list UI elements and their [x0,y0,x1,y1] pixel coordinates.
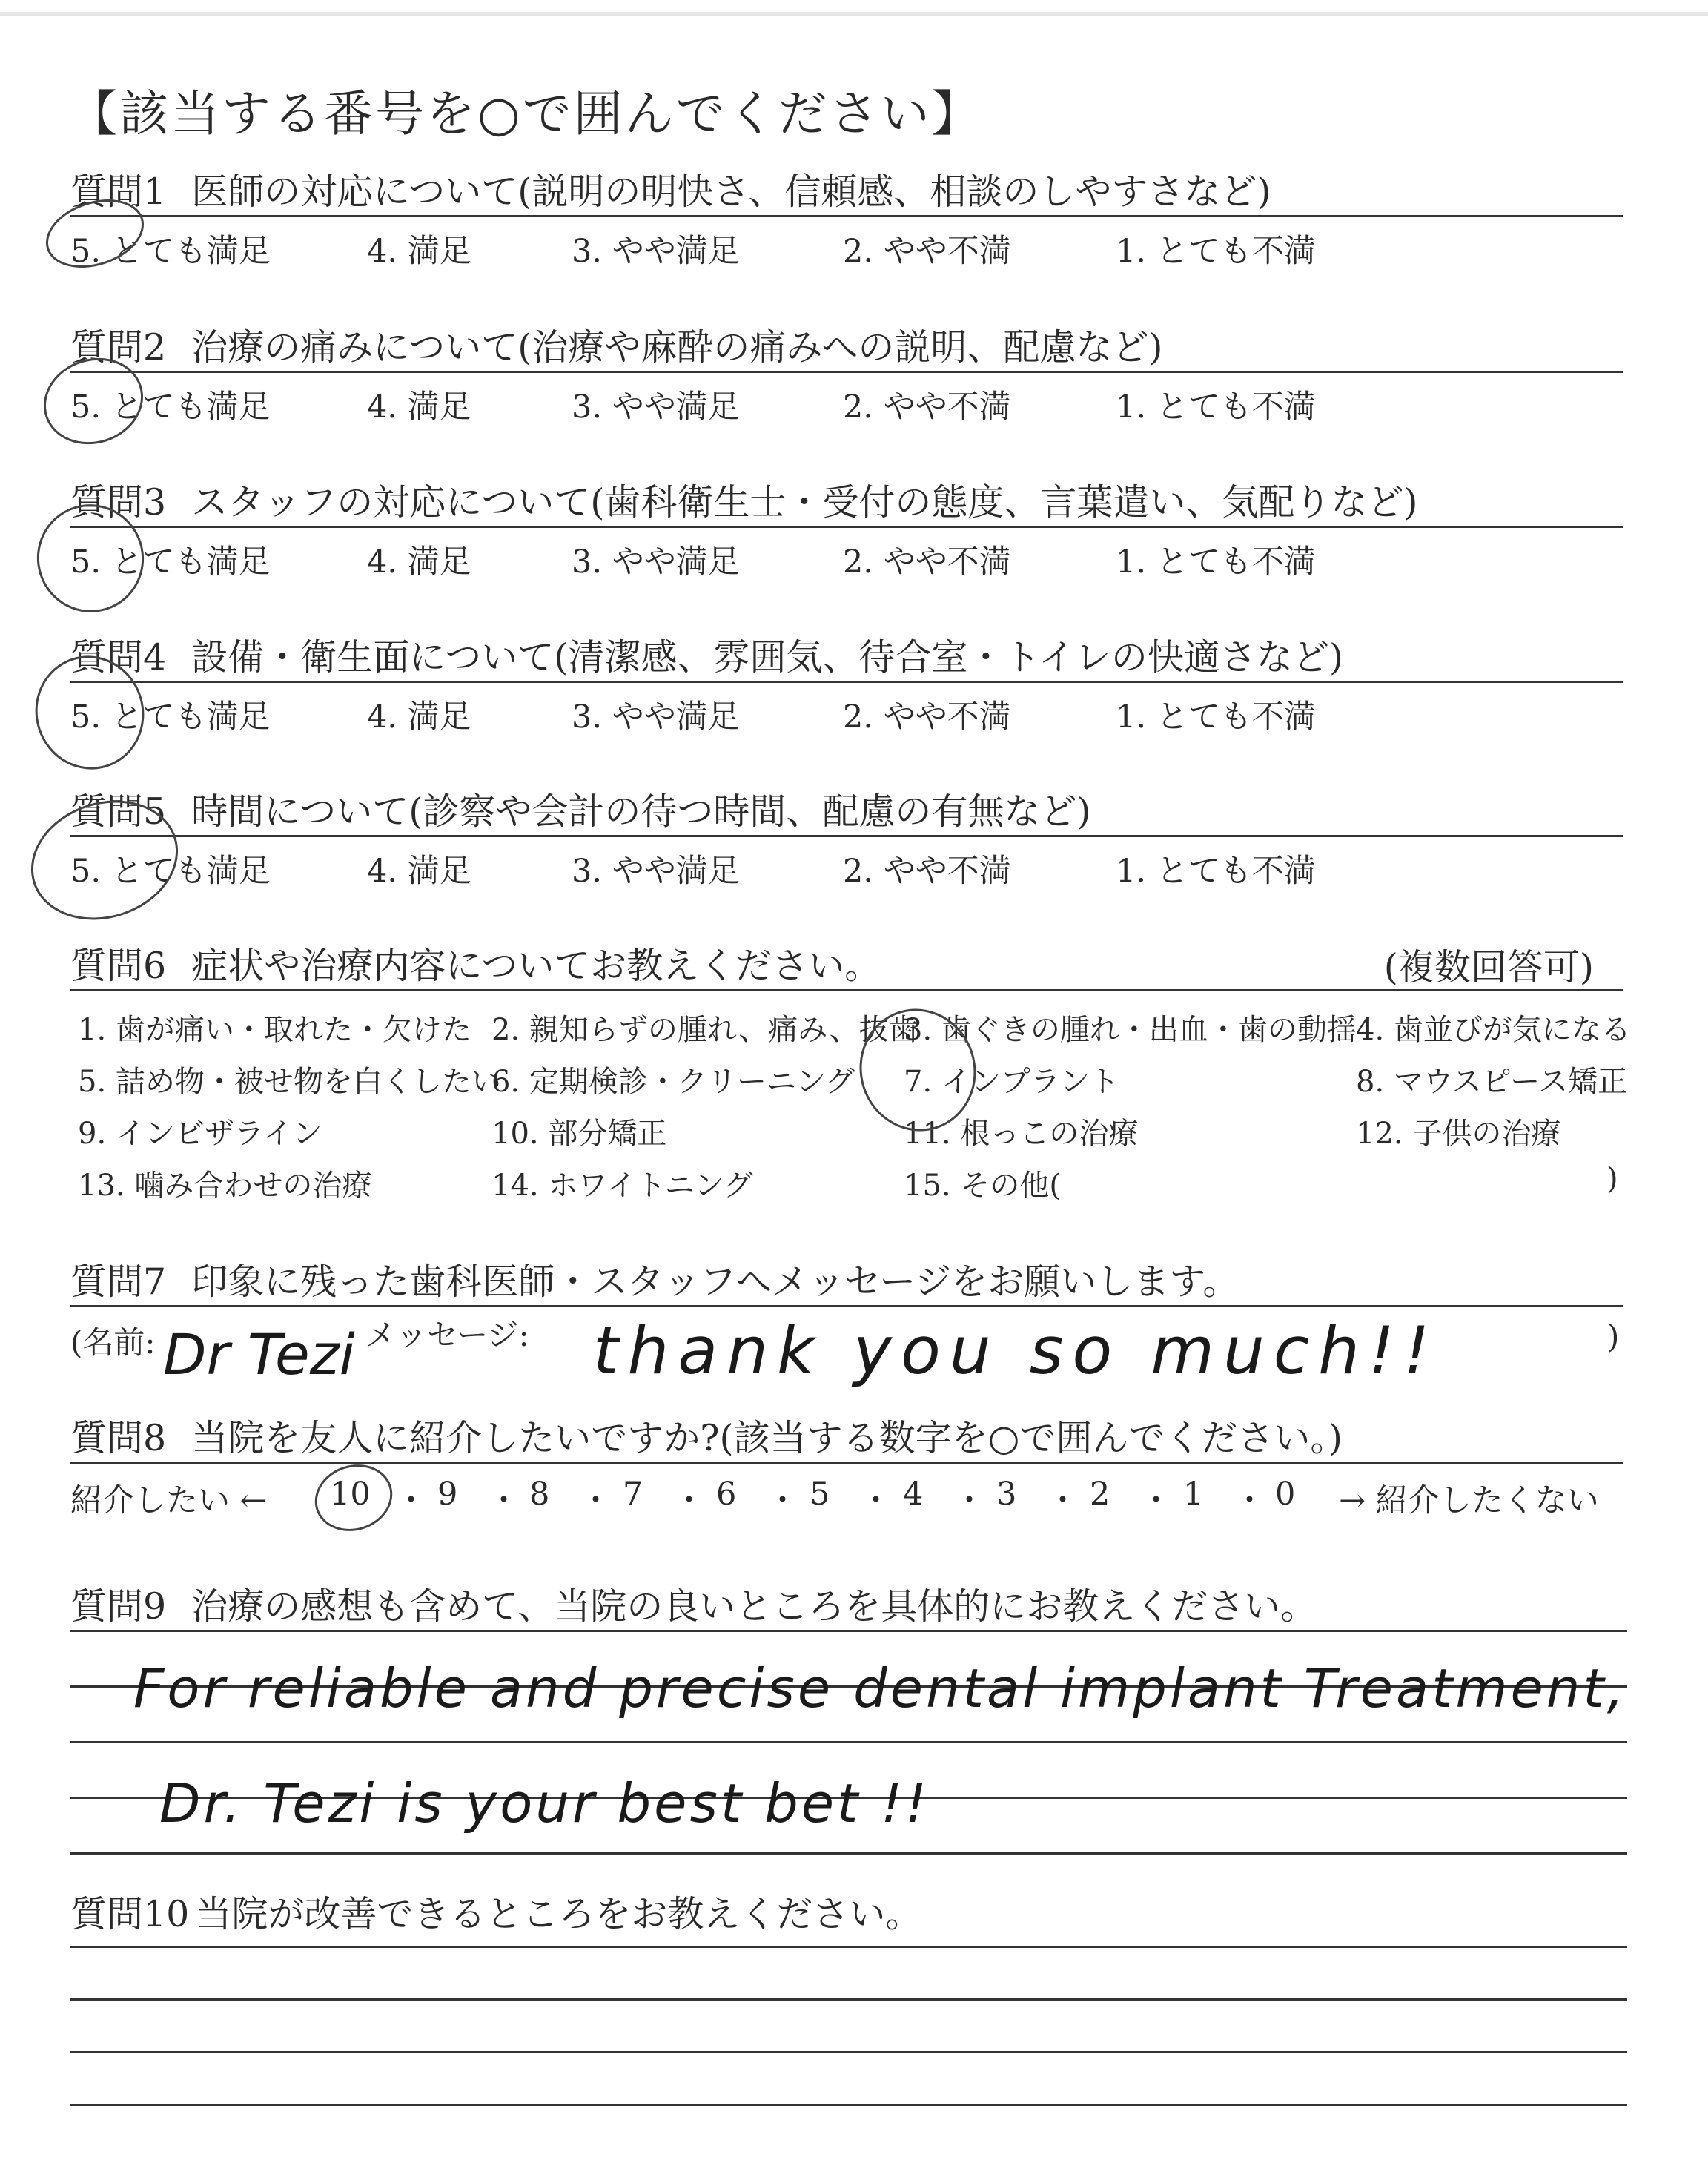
question-text: 治療の感想も含めて、当院の良いところを具体的にお教えください。 [191,1585,1317,1628]
question-8 [70,1411,1623,1464]
question-number: 質問8 [70,1417,167,1459]
option-2[interactable]: 2. やや不満 [843,544,1011,581]
option-4[interactable]: 4. 満足 [367,853,471,890]
scale-value[interactable]: 1 [1183,1476,1204,1513]
question-number: 質問6 [70,945,167,987]
treatment-option[interactable]: 4. 歯並びが気になる [1356,1013,1631,1047]
scan-edge [0,12,1708,16]
recommend-right-label: → 紹介したくない [1339,1482,1599,1519]
scale-value[interactable]: 10 [330,1476,371,1513]
question-7-header [70,1255,1623,1307]
question-text: 医師の対応について(説明の明快さ、信頼感、相談のしやすさなど) [191,171,1271,213]
scale-value[interactable]: 4 [903,1476,924,1513]
option-1[interactable]: 1. とても不満 [1116,544,1316,581]
treatment-option[interactable]: 15. その他( [904,1169,1061,1203]
scale-value[interactable]: 7 [623,1476,643,1513]
question-number: 質問2 [70,326,167,369]
scale-value[interactable]: 2 [1090,1476,1110,1513]
question-3 [70,475,1623,587]
option-5[interactable]: 5. とても満足 [70,389,271,426]
handwritten-message[interactable]: thank you so much!! [593,1312,1439,1389]
question-2-header [70,320,1623,373]
scale-value[interactable]: 0 [1275,1476,1296,1513]
option-3[interactable]: 3. やや満足 [572,853,740,890]
treatment-option[interactable]: 8. マウスピース矯正 [1356,1065,1628,1099]
recommend-left-label: 紹介したい ← [70,1482,267,1519]
option-2[interactable]: 2. やや不満 [843,233,1011,270]
treatment-options [70,991,1631,1206]
option-4[interactable]: 4. 満足 [367,698,471,736]
scale-value[interactable]: 9 [437,1476,458,1513]
scale-value[interactable]: 8 [529,1476,550,1513]
question-number: 質問1 [70,171,167,213]
question-text: スタッフの対応について(歯科衛生士・受付の態度、言葉遣い、気配りなど) [191,481,1418,524]
question-number: 質問9 [70,1585,167,1628]
option-3[interactable]: 3. やや満足 [572,698,740,736]
treatment-option[interactable]: 11. 根っこの治療 [904,1117,1139,1151]
treatment-option[interactable]: 13. 噛み合わせの治療 [78,1169,372,1203]
question-9-header [70,1579,1623,1630]
treatment-option[interactable]: 6. 定期検診・クリーニング [491,1065,855,1099]
question-5 [70,785,1623,896]
question-text: 時間について(診察や会計の待つ時間、配慮の有無など) [191,790,1091,833]
question-6-header [70,939,1623,991]
option-1[interactable]: 1. とても不満 [1116,389,1316,426]
treatment-option[interactable]: 14. ホワイトニング [491,1169,753,1203]
treatment-option[interactable]: 1. 歯が痛い・取れた・欠けた [78,1013,471,1047]
satisfaction-options [70,837,1623,896]
option-5[interactable]: 5. とても満足 [70,233,271,270]
question-1-header [70,165,1623,217]
option-1[interactable]: 1. とても不満 [1116,853,1316,890]
option-4[interactable]: 4. 満足 [367,233,471,270]
option-1[interactable]: 1. とても不満 [1116,233,1316,270]
treatment-option[interactable]: 3. 歯ぐきの腫れ・出血・歯の動揺 [904,1013,1357,1047]
treatment-option[interactable]: 12. 子供の治療 [1356,1117,1561,1151]
treatment-option[interactable]: 7. インプラント [904,1065,1119,1099]
question-number: 質問3 [70,481,167,524]
option-4[interactable]: 4. 満足 [367,389,471,426]
question-text: 設備・衛生面について(清潔感、雰囲気、待合室・トイレの快適さなど) [191,636,1343,678]
option-5[interactable]: 5. とても満足 [70,544,271,581]
treatment-option[interactable]: 9. インビザライン [78,1117,322,1151]
option-3[interactable]: 3. やや満足 [572,233,740,270]
scale-value[interactable]: 6 [716,1476,737,1513]
option-2[interactable]: 2. やや不満 [843,389,1011,426]
question-6 [70,939,1631,1206]
question-4 [70,630,1623,742]
option-2[interactable]: 2. やや不満 [843,698,1011,736]
handwritten-answer-line-1[interactable]: For reliable and precise dental implant Treatment, [133,1657,1627,1720]
question-text: 治療の痛みについて(治療や麻酔の痛みへの説明、配慮など) [191,326,1163,369]
page-title: 【該当する番号を○で囲んでください】 [68,85,983,142]
message-close-paren: ) [1607,1318,1620,1355]
question-text: 当院が改善できるところをお教えください。 [195,1893,922,1935]
question-number: 質問5 [70,790,167,833]
answer-circle-q8 [306,1455,401,1541]
option-5[interactable]: 5. とても満足 [70,853,271,890]
satisfaction-options [70,217,1623,277]
question-4-header [70,630,1623,683]
question-number: 質問4 [70,636,167,678]
option-2[interactable]: 2. やや不満 [843,853,1011,890]
option-4[interactable]: 4. 満足 [367,544,471,581]
option-3[interactable]: 3. やや満足 [572,389,740,426]
handwritten-name[interactable]: Dr Tezi [163,1321,355,1387]
question-number: 質問7 [70,1261,167,1303]
option-1[interactable]: 1. とても不満 [1116,698,1316,736]
question-number: 質問10 [70,1893,190,1935]
question-text: 印象に残った歯科医師・スタッフへメッセージをお願いします。 [191,1261,1239,1303]
question-10 [70,1887,1623,1938]
scale-value[interactable]: 5 [810,1476,830,1513]
treatment-option[interactable]: 10. 部分矯正 [491,1117,667,1151]
satisfaction-options [70,683,1623,742]
treatment-option[interactable]: 2. 親知らずの腫れ、痛み、抜歯 [491,1013,918,1047]
name-label: (名前: [70,1324,156,1361]
scale-value[interactable]: 3 [996,1476,1017,1513]
question-text: 当院を友人に紹介したいですか?(該当する数字を○で囲んでください。) [191,1417,1343,1459]
question-1 [70,165,1623,277]
handwritten-answer-line-2[interactable]: Dr. Tezi is your best bet !! [159,1772,930,1834]
answer-lines-q10 [70,1946,1627,2106]
question-8-header [70,1411,1623,1464]
question-3-header [70,475,1623,528]
message-label: メッセージ: [365,1317,529,1353]
question-text: 症状や治療内容についてお教えください。 [191,945,881,987]
question-9 [70,1579,1623,1630]
question-5-header [70,785,1623,837]
question-10-header [70,1887,1623,1938]
question-7 [70,1255,1623,1307]
multiple-answers-note: (複数回答可) [1383,946,1594,988]
satisfaction-options [70,373,1623,432]
treatment-option[interactable]: 5. 詰め物・被せ物を白くしたい [78,1065,501,1099]
option-3[interactable]: 3. やや満足 [572,544,740,581]
question-2 [70,320,1623,432]
satisfaction-options [70,528,1623,587]
option-5[interactable]: 5. とても満足 [70,698,271,736]
other-close-paren: ) [1606,1162,1618,1196]
